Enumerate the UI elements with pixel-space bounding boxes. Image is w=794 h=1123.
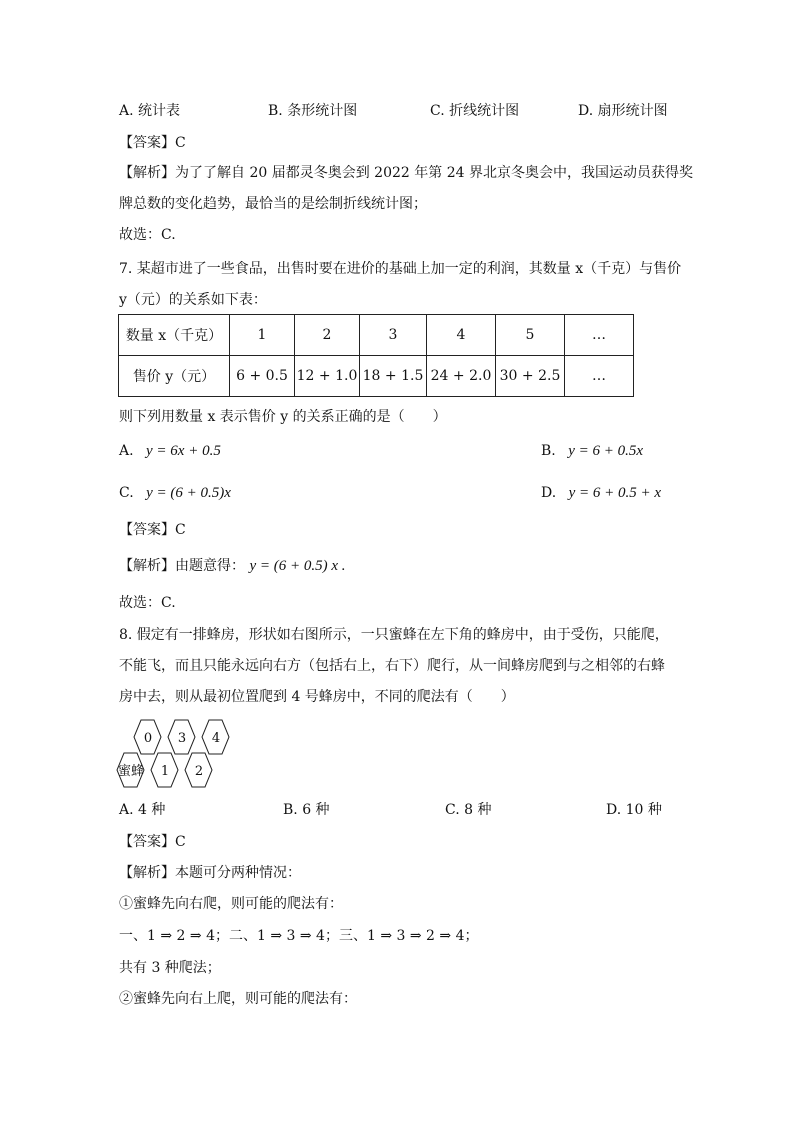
q8-option-c: C. 8 种 (445, 802, 492, 818)
cell-label-2: 2 (194, 764, 204, 779)
option-formula: y = 6x + 0.5 (146, 443, 221, 459)
q7-stem-line1: 7. 某超市进了一些食品，出售时要在进价的基础上加一定的利润，其数量 x（千克）与售价 (119, 261, 682, 277)
table-row (119, 356, 634, 397)
q6-option-c: C. 折线统计图 (430, 103, 520, 119)
option-formula: y = 6 + 0.5 + x (568, 485, 662, 501)
q7-answer: 【答案】C (119, 522, 186, 538)
option-formula: y = 6 + 0.5x (568, 443, 644, 459)
q6-option-a: A. 统计表 (119, 103, 181, 119)
q7-option-d (541, 483, 661, 503)
q7-stem-line2: y（元）的关系如下表： (119, 292, 267, 308)
option-formula: y = (6 + 0.5)x (146, 485, 231, 501)
q6-option-b: B. 条形统计图 (268, 103, 358, 119)
table-cell: 4 (427, 315, 496, 356)
q8-option-d: D. 10 种 (606, 802, 662, 818)
option-label: C. (119, 485, 134, 501)
analysis-prefix: 【解析】由题意得： (119, 558, 245, 574)
q8-option-a: A. 4 种 (119, 802, 166, 818)
option-label: B. (541, 443, 556, 459)
table-cell: 12 + 1.0 (295, 356, 360, 397)
q7-option-c (119, 483, 231, 503)
analysis-formula: y = (6 + 0.5) x . (249, 558, 346, 574)
option-label: D. (541, 485, 557, 501)
cell-label-bee: 蜜蜂 (117, 764, 145, 779)
table-cell: 24 + 2.0 (427, 356, 496, 397)
honeycomb-diagram (114, 714, 246, 788)
table-cell: 售价 y（元） (119, 356, 230, 397)
q8-answer: 【答案】C (119, 834, 186, 850)
table-cell: 2 (295, 315, 360, 356)
table-cell: 3 (360, 315, 427, 356)
q8-analysis-line1: 【解析】本题可分两种情况： (119, 865, 301, 881)
q8-paths: 一、1 ⇒ 2 ⇒ 4；二、1 ⇒ 3 ⇒ 4；三、1 ⇒ 3 ⇒ 2 ⇒ 4； (119, 928, 479, 944)
cell-label-3: 3 (177, 731, 187, 746)
q6-conclusion: 故选：C. (119, 227, 176, 243)
cell-label-4: 4 (211, 731, 221, 746)
table-row (119, 315, 634, 356)
table-cell: 30 + 2.5 (496, 356, 565, 397)
q8-stem-line2: 不能飞，而且只能永远向右方（包括右上，右下）爬行，从一间蜂房爬到与之相邻的右蜂 (119, 658, 665, 674)
q7-option-a (119, 441, 221, 461)
q8-stem-line3: 房中去，则从最初位置爬到 4 号蜂房中，不同的爬法有（ ） (119, 689, 515, 705)
table-cell: 5 (496, 315, 565, 356)
q7-conclusion: 故选：C. (119, 595, 176, 611)
table-cell: … (565, 356, 634, 397)
cell-label-1: 1 (160, 764, 170, 779)
table-cell: … (565, 315, 634, 356)
q8-option-b: B. 6 种 (283, 802, 330, 818)
q6-analysis-line2: 牌总数的变化趋势，最恰当的是绘制折线统计图； (119, 196, 427, 212)
q7-option-b (541, 441, 643, 461)
q8-case1: ①蜜蜂先向右爬，则可能的爬法有： (119, 896, 343, 912)
table-cell: 6 + 0.5 (230, 356, 295, 397)
q7-question: 则下列用数量 x 表示售价 y 的关系正确的是（ ） (119, 409, 447, 425)
q6-option-d: D. 扇形统计图 (578, 103, 668, 119)
q8-stem-line1: 8. 假定有一排蜂房，形状如右图所示，一只蜜蜂在左下角的蜂房中，由于受伤，只能爬， (119, 627, 669, 643)
q7-analysis (119, 556, 346, 576)
cell-label-0: 0 (143, 731, 153, 746)
q6-answer: 【答案】C (119, 135, 186, 151)
q7-table (118, 314, 634, 397)
table-cell: 1 (230, 315, 295, 356)
option-label: A. (119, 443, 134, 459)
q8-case2: ②蜜蜂先向右上爬，则可能的爬法有： (119, 991, 357, 1007)
table-cell: 数量 x（千克） (119, 315, 230, 356)
q6-analysis-line1: 【解析】为了了解自 20 届都灵冬奥会到 2022 年第 24 界北京冬奥会中，我国运动员获得奖 (119, 165, 693, 181)
q8-count: 共有 3 种爬法； (119, 960, 221, 976)
table-cell: 18 + 1.5 (360, 356, 427, 397)
